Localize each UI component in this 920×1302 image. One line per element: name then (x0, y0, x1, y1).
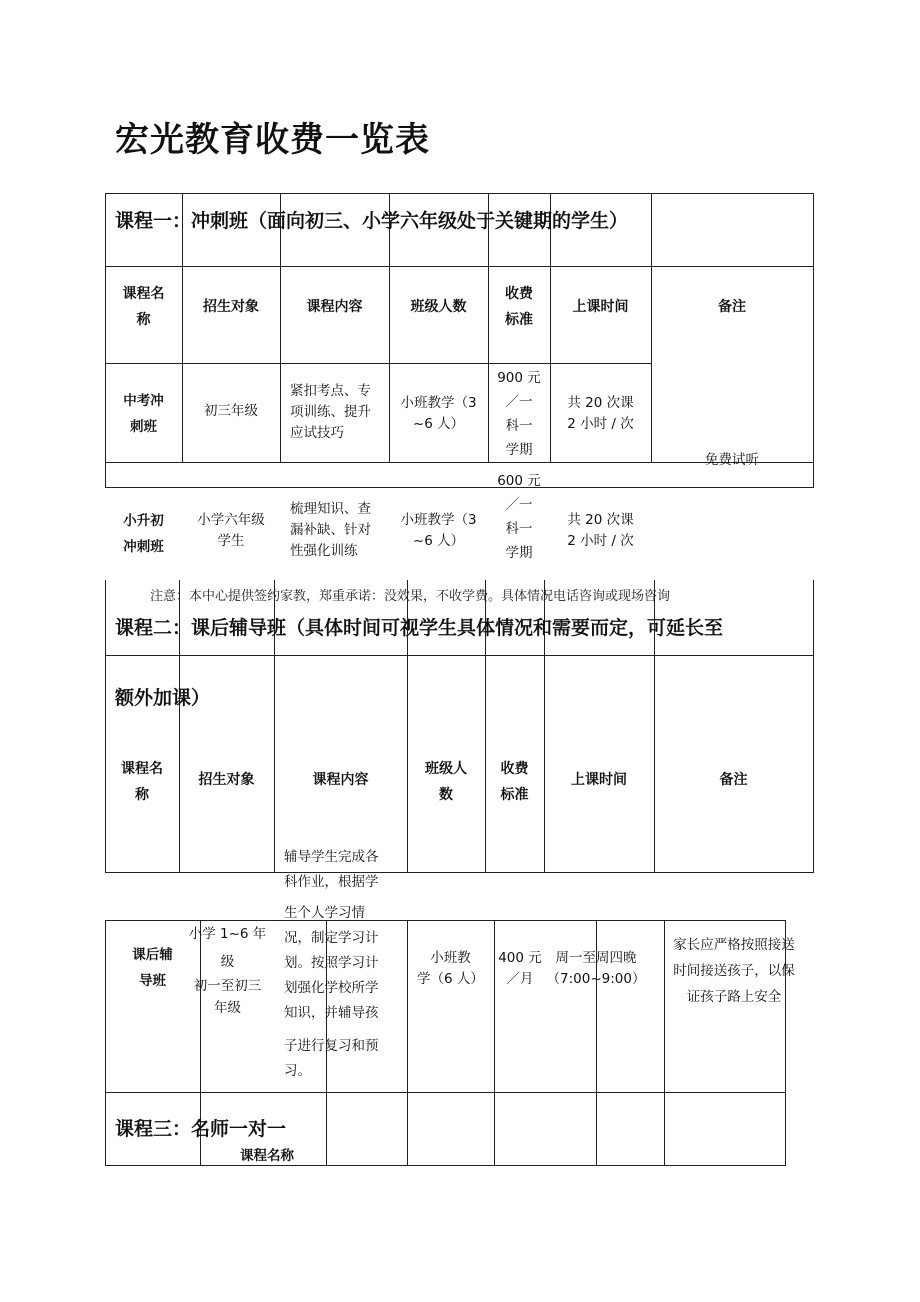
header-class-size: 班级人 数 (425, 761, 467, 803)
header-target: 招生对象 (203, 299, 259, 315)
content: 梳理知识、查 漏补缺、针对 性强化训练 (290, 501, 371, 559)
target: 小学六年级 学生 (197, 512, 265, 549)
course2-content: 辅导学生完成各 科作业，根据学 生个人学习情 况，制定学习计 划。按照学习计 划强化学校所学 知识，并辅导孩 子进行复习和预 习。 (284, 849, 379, 1079)
header-remark: 备注 (718, 299, 746, 315)
header-time: 上课时间 (571, 772, 627, 788)
header-course-name: 课程名称 (240, 1148, 294, 1164)
header-time: 上课时间 (572, 299, 629, 315)
header-fee: 收费 标准 (505, 286, 533, 328)
class-time: 共 20 次课 2 小时 / 次 (567, 512, 634, 549)
class-size: 小班教学（3 ~6 人） (400, 395, 477, 432)
course2-heading-cont: 额外加课） (115, 687, 211, 709)
header-content: 课程内容 (306, 299, 363, 315)
fee: 400 元 ／月 (498, 950, 542, 987)
page-title: 宏光教育收费一览表 (115, 120, 430, 160)
header-content: 课程内容 (312, 772, 369, 788)
course2-heading: 课程二：课后辅导班（具体时间可视学生具体情况和需要而定，可延长至 (115, 617, 724, 639)
course-name: 中考冲 刺班 (123, 393, 164, 435)
target: 初三年级 (204, 403, 258, 419)
content: 紧扣考点、专 项训练、提升 应试技巧 (290, 383, 371, 441)
header-class-size: 班级人数 (410, 299, 467, 315)
header-remark: 备注 (719, 772, 748, 788)
target: 小学 1~6 年 级 初一至初三 年级 (188, 926, 267, 1016)
header-course-name: 课程名 称 (121, 761, 163, 803)
class-time: 共 20 次课 2 小时 / 次 (567, 395, 634, 432)
remark: 免费试听 (705, 452, 759, 468)
class-size: 小班教学（3 ~6 人） (400, 512, 477, 549)
course1-heading: 课程一：冲刺班（面向初三、小学六年级处于关键期的学生） (115, 210, 629, 232)
header-course-name: 课程名 称 (122, 286, 165, 328)
class-size: 小班教 学（6 人） (417, 950, 484, 987)
header-target: 招生对象 (198, 772, 255, 788)
class-time: 周一至周四晚 （7:00~9:00） (546, 950, 646, 987)
remark: 家长应严格按照接送 时间接送孩子，以保 证孩子路上安全 (673, 937, 795, 1005)
header-fee: 收费 标准 (500, 761, 529, 803)
course-name: 课后辅 导班 (132, 947, 173, 989)
course3-heading: 课程三：名师一对一 (115, 1118, 287, 1140)
note: 注意：本中心提供签约家教，郑重承诺：没效果，不收学费。具体情况电话咨询或现场咨询 (150, 589, 671, 604)
course-name: 小升初 冲刺班 (123, 513, 164, 555)
fee: 600 元 ／一 科一 学期 (497, 473, 541, 561)
fee: 900 元 ／一 科一 学期 (497, 370, 541, 458)
